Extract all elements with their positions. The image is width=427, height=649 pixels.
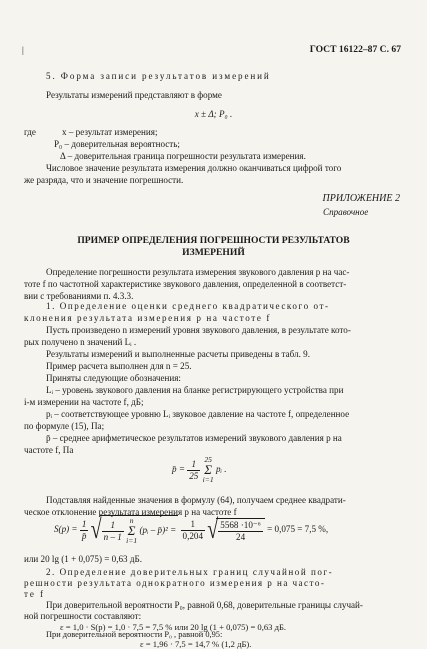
where-label: где [24, 127, 36, 137]
mean-fraction [187, 459, 200, 482]
mean-fraction-den: 25 [189, 470, 199, 481]
mean-fraction-num: 1 [187, 459, 200, 471]
section-5-intro: Результаты измерений представляют в форме [46, 90, 222, 100]
sd-fraction-1-den: p̄ [81, 530, 87, 541]
std-dev-formula [54, 515, 328, 545]
step-1-line-7: Приняты следующие обозначения: [46, 373, 181, 383]
sd-fraction-1 [80, 519, 89, 542]
step-1-line-5: Результаты измерений и выполненные расчеты приведены в табл. 9. [46, 349, 310, 359]
step-1-line-9: i-м измерении на частоте f, дБ; [24, 397, 144, 407]
step-1-line-15: ческое отклонение результата измерения p на частоте f [24, 507, 237, 517]
mean-sum [203, 456, 214, 484]
appendix-subtitle: Справочное [323, 207, 369, 217]
sd-result: = 0,075 = 7,5 %, [267, 524, 329, 535]
standard-header: ГОСТ 16122–87 С. 67 [309, 44, 401, 55]
sd-fraction-2-num: 1 [102, 520, 124, 532]
step-1-line-3: Пусть произведено n измерений уровня звукового давления, в результате кото- [46, 325, 351, 335]
sd-fraction-4 [218, 520, 263, 543]
confidence-eq-068: ε = 1,0 · S(p) = 1,0 · 7,5 = 7,5 % или 20 lg (1 + 0,075) = 0,63 дБ. [60, 622, 287, 632]
mean-lhs: p̄ = [172, 464, 185, 475]
step-2-line-4: При доверительной вероятности P₀, равной 0,68, доверительные границы случай- [46, 600, 363, 610]
step-2-title-line-1: 2. Определение доверительных границ случайной пог- [46, 567, 334, 577]
margin-mark: | [22, 45, 24, 55]
step-1-line-10: pᵢ – соответствующее уровню Lᵢ звуковое давление на частоте f, определенное [46, 409, 350, 419]
sd-sqrt-2 [216, 518, 265, 543]
sd-fraction-2-den: n – 1 [103, 531, 122, 542]
radical-symbol: √ [207, 514, 219, 545]
step-1-line-11: по формуле (15), Па; [24, 421, 105, 431]
mean-sum-top: 25 [204, 455, 212, 464]
example-heading-line-1: ПРИМЕР ОПРЕДЕЛЕНИЯ ПОГРЕШНОСТИ РЕЗУЛЬТАТОВ [77, 235, 350, 246]
radical-symbol: √ [90, 514, 102, 545]
sd-fraction-3 [181, 519, 205, 542]
mean-formula [172, 456, 226, 484]
example-para-line-2: тоте f по частотной характеристике звукового давления, определенной в соответст- [24, 279, 347, 289]
note-line-1: Числовое значение результата измерения должно оканчиваться цифрой того [46, 163, 342, 173]
sd-in-db: или 20 lg (1 + 0,075) = 0,63 дБ. [24, 554, 142, 564]
sd-sqrt-1 [100, 515, 179, 545]
sd-fraction-4-num: 5568 ·10⁻⁶ [220, 519, 261, 530]
sd-fraction-2 [102, 520, 124, 543]
sd-sum [126, 517, 137, 545]
sigma-symbol: Σ [204, 462, 212, 477]
definition-delta: Δ – доверительная граница погрешности результата измерения. [60, 151, 306, 161]
example-para-line-3: вии с требованиями п. 4.3.3. [24, 291, 134, 301]
step-1-line-13: частоте f, Па [24, 445, 74, 455]
sd-fraction-3-den: 0,204 [182, 530, 204, 541]
result-form-formula: x ± Δ; P₀ . [194, 109, 233, 119]
sd-term: (pᵢ – p̄)² = [139, 525, 177, 536]
step-1-line-4: рых получено n значений Lᵢ . [24, 337, 137, 347]
sigma-symbol: Σ [127, 523, 136, 538]
step-1-title-line-1: 1. Определение оценки среднего квадратического от- [46, 301, 330, 311]
step-2-title-line-3: те f [24, 589, 45, 599]
confidence-eq-095: ε = 1,96 · 7,5 = 14,7 % (1,2 дБ). [140, 639, 252, 649]
mean-sum-bottom: i=1 [202, 475, 214, 484]
sd-fraction-4-den: 24 [236, 531, 246, 542]
sd-fraction-1-num: 1 [81, 518, 87, 529]
note-line-2: же разряда, что и значение погрешности. [24, 175, 184, 185]
appendix-title: ПРИЛОЖЕНИЕ 2 [322, 193, 400, 204]
step-1-line-14: Подставляя найденные значения в формулу (64), получаем среднее квадрати- [46, 495, 346, 505]
sd-sum-top: n [129, 516, 134, 525]
sd-fraction-3-num: 1 [181, 519, 205, 531]
step-1-title-line-2: клонения результата измерения p на частоте f [24, 313, 271, 323]
example-heading-line-2: ИЗМЕРЕНИЙ [182, 247, 245, 258]
step-2-line-5: ной погрешности составляют: [24, 611, 142, 621]
step-1-line-6: Пример расчета выполнен для n = 25. [46, 361, 192, 371]
definition-p0: P₀ – доверительная вероятность; [54, 139, 180, 149]
step-1-line-8: Lᵢ – уровень звукового давления на бланке регистрирующего устройства при [46, 385, 344, 395]
step-1-line-12: p̄ – среднее арифметическое результатов измерений звукового давления p на [46, 433, 342, 443]
sd-sum-bottom: i=1 [126, 536, 138, 545]
section-5-title: 5. Форма записи результатов измерений [46, 71, 271, 81]
definition-x: x – результат измерения; [62, 127, 158, 137]
step-2-title-line-2: решности результата однократного измерения p на часто- [24, 578, 326, 588]
step-2-line-6: При доверительной вероятности P₀ , равной 0,95: [46, 630, 223, 639]
sd-lhs: S(p) = [54, 524, 78, 535]
example-para-line-1: Определение погрешности результата измерения звукового давления p на час- [46, 267, 350, 277]
mean-term: pᵢ . [215, 464, 227, 475]
